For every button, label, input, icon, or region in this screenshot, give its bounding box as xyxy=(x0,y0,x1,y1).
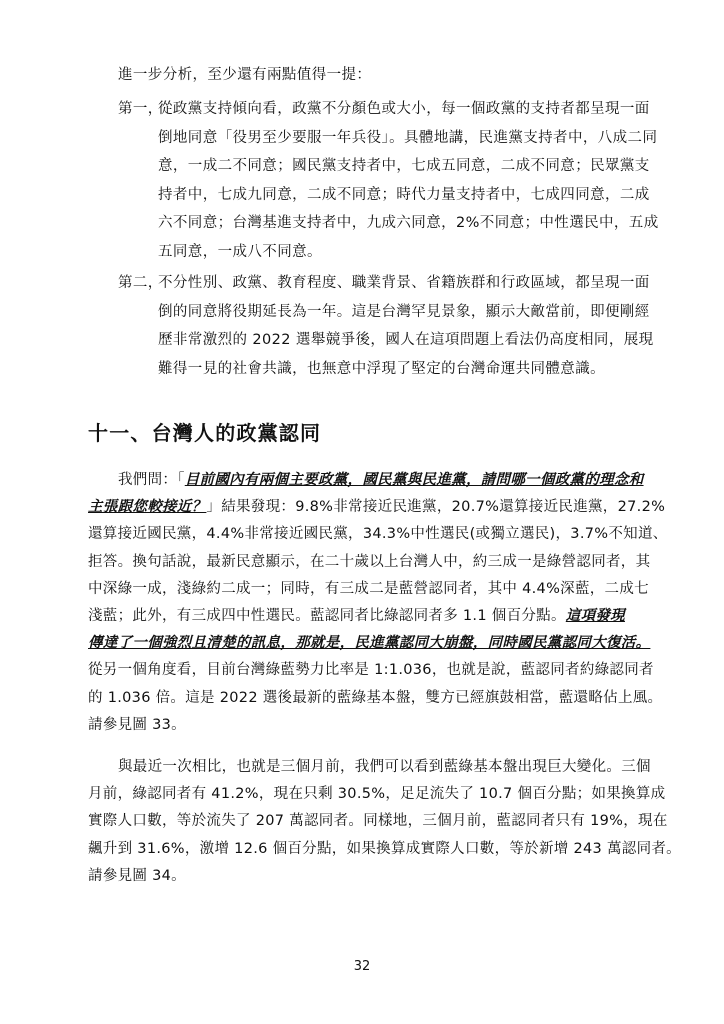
emphasized-finding: 這項發現 xyxy=(565,608,625,625)
text-run: 淺藍；此外，有三成四中性選民。藍認同者比綠認同者多 1.1 個百分點。 xyxy=(88,608,566,625)
text-line: 意，一成二不同意；國民黨支持者中，七成五同意，二成不同意；民眾黨支 xyxy=(158,158,650,174)
text-line: 從另一個角度看，目前台灣綠藍勢力比率是 1:1.036，也就是說，藍認同者約綠認同者 xyxy=(88,662,654,679)
text-line: 月前，綠認同者有 41.2%，現在只剩 30.5%，足足流失了 10.7 個百分點；如果換算成 xyxy=(88,786,666,803)
text-line: 倒地同意「役男至少要服一年兵役」。具體地講，民進黨支持者中，八成二同 xyxy=(158,129,658,146)
text-line xyxy=(88,603,648,630)
text-line: 飆升到 31.6%，激增 12.6 個百分點，如果換算成實際人口數，等於新增 243 萬認同者。 xyxy=(88,840,681,857)
point-two-body xyxy=(158,269,658,383)
text-line: 的 1.036 倍。這是 2022 選後最新的藍綠基本盤，雙方已經旗鼓相當，藍還略佔上風。 xyxy=(88,689,663,706)
page-number: 32 xyxy=(353,959,371,974)
emphasized-finding: 傳達了一個強烈且清楚的訊息，那就是，民進黨認同大崩盤，同時國民黨認同大復活。 xyxy=(88,635,651,652)
emphasized-question: 主張跟您較接近？ xyxy=(88,499,207,516)
text-line: 中深綠一成，淺綠約二成一；同時，有三成二是藍營認同者，其中 4.4%深藍，二成七 xyxy=(88,580,649,597)
point-two-label: 第二， xyxy=(118,275,163,291)
text-line: 不分性別、政黨、教育程度、職業背景、省籍族群和行政區域，都呈現一面 xyxy=(158,275,650,291)
text-line: 與最近一次相比，也就是三個月前，我們可以看到藍綠基本盤出現巨大變化。三個 xyxy=(118,759,651,775)
text-line xyxy=(88,494,666,521)
text-line: 歷非常激烈的 2022 選舉競爭後，國人在這項問題上看法仍高度相同，展現 xyxy=(158,332,654,348)
text-line: 六不同意；台灣基進支持者中，九成六同意，2%不同意；中性選民中，五成 xyxy=(158,215,659,231)
text-line: 實際人口數，等於流失了 207 萬認同者。同樣地，三個月前，藍認同者只有 19%，現在 xyxy=(88,813,668,830)
point-two xyxy=(118,269,658,383)
text-line: 持者中，七成九同意，二成不同意；時代力量支持者中，七成四同意，二成 xyxy=(158,186,650,203)
paragraph-party-identity xyxy=(88,467,668,739)
section-heading: 十一、台灣人的政黨認同 xyxy=(88,421,322,445)
intro-line: 進一步分析，至少還有兩點值得一提： xyxy=(118,67,372,83)
text-run: 」結果發現：9.8%非常接近民進黨，20.7%還算接近民進黨，27.2% xyxy=(206,499,666,516)
text-line: 五同意，一成八不同意。 xyxy=(158,243,322,260)
text-line: 倒的同意將役期延長為一年。這是台灣罕見景象，顯示大敵當前，即便剛經 xyxy=(158,303,650,320)
emphasized-question: 目前國內有兩個主要政黨，國民黨與民進黨，請問哪一個政黨的理念和 xyxy=(184,472,644,488)
text-line: 還算接近國民黨，4.4%非常接近國民黨，34.3%中性選民(或獨立選民)，3.7%不知道、 xyxy=(88,526,668,543)
text-line: 拒答。換句話說，最新民意顯示，在二十歲以上台灣人中，約三成一是綠營認同者，其 xyxy=(88,553,651,570)
text-run: 我們問：「 xyxy=(118,472,185,488)
text-line: 從政黨支持傾向看，政黨不分顏色或大小，每一個政黨的支持者都呈現一面 xyxy=(158,101,650,117)
point-one-label: 第一， xyxy=(118,101,163,117)
paragraph-change xyxy=(88,754,681,890)
text-line: 請參見圖 34。 xyxy=(88,867,186,884)
point-one-body xyxy=(158,95,658,266)
point-one xyxy=(118,95,658,266)
text-line: 請參見圖 33。 xyxy=(88,716,186,733)
text-line: 難得一見的社會共識，也無意中浮現了堅定的台灣命運共同體意識。 xyxy=(158,360,605,377)
text-line xyxy=(88,467,648,494)
